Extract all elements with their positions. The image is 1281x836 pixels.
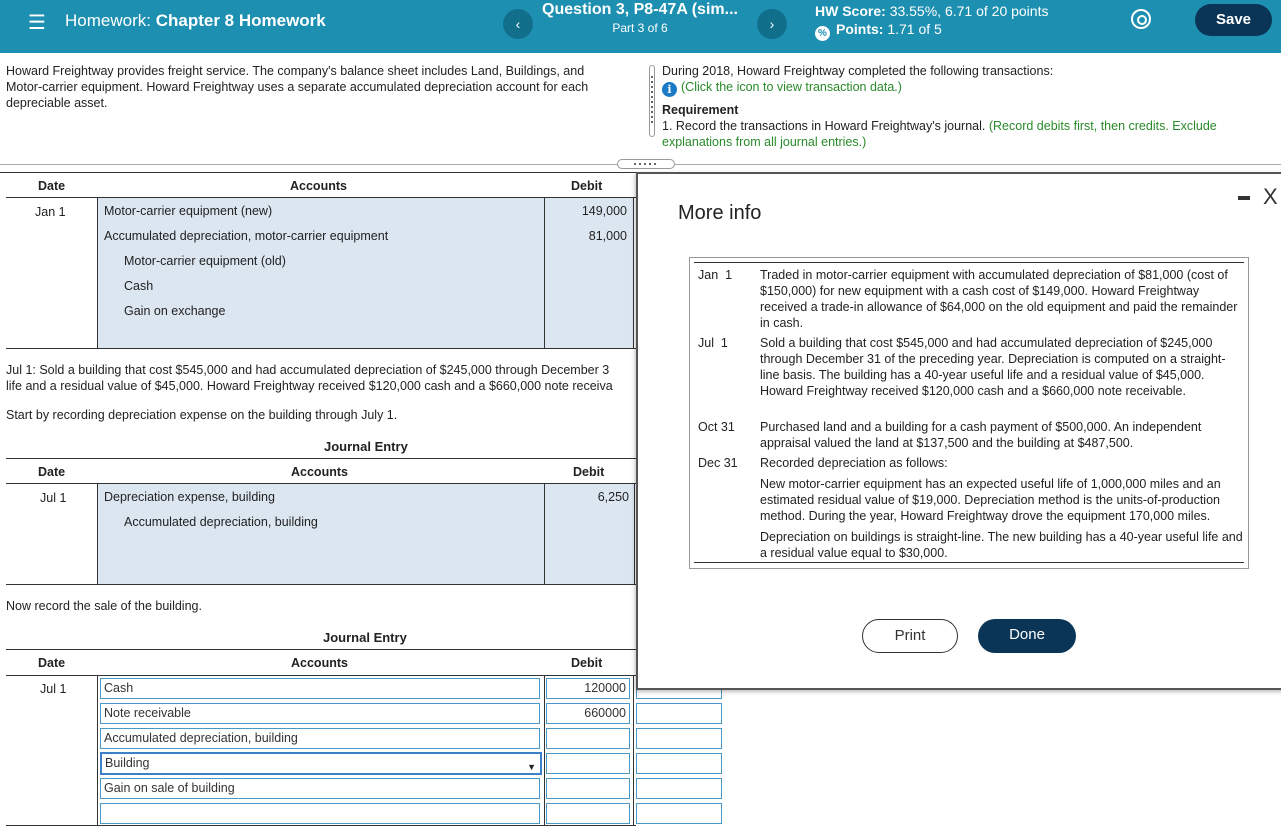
table1-accounts-header: Accounts xyxy=(290,179,347,193)
table2-date: Jul 1 xyxy=(40,491,67,505)
table1-account: Gain on exchange xyxy=(124,304,226,318)
table1-accounts-column xyxy=(98,198,544,348)
transaction-list xyxy=(689,257,1249,569)
account-select[interactable] xyxy=(100,752,542,775)
account-select-value: Building xyxy=(105,756,150,770)
save-button[interactable]: Save xyxy=(1195,4,1272,36)
close-icon[interactable]: X xyxy=(1263,184,1278,209)
table3-accounts-header: Accounts xyxy=(291,656,348,670)
account-input[interactable] xyxy=(100,803,540,824)
table2-accounts-header: Accounts xyxy=(291,465,348,479)
table2-account: Depreciation expense, building xyxy=(104,490,275,504)
transaction-date: Jan 1 xyxy=(698,268,733,282)
table3-divider xyxy=(544,675,545,825)
transaction-text: Traded in motor-carrier equipment with accumulated depreciation of $81,000 (cost of $150,000) for new equipment with a cash cost of $149,000. Howard Freightway received a trade-in allowance of $64,000 on the old equipment and paid the remainder in cash. xyxy=(760,268,1238,330)
table1-top-border xyxy=(0,172,636,173)
box-bottom-line xyxy=(694,562,1244,563)
dialog-title: More info xyxy=(678,202,762,224)
problem-intro: Howard Freightway provides freight service. The company's balance sheet includes Land, Buildings, and Motor-carrier equipment. Howard Freightway uses a separate accumulated depreciation account for each depreciable asset. xyxy=(6,64,589,110)
table2-bottom-line xyxy=(6,584,636,585)
table1-account: Motor-carrier equipment (new) xyxy=(104,204,273,218)
table1-account: Motor-carrier equipment (old) xyxy=(124,254,286,268)
table1-account: Accumulated depreciation, motor-carrier equipment xyxy=(104,229,389,243)
points: % Points: 1.71 of 5 xyxy=(815,21,942,41)
table3-top-border xyxy=(6,649,636,650)
table1-debit: 149,000 xyxy=(581,204,627,218)
table2-account: Accumulated depreciation, building xyxy=(124,515,318,529)
transaction-text: New motor-carrier equipment has an expected useful life of 1,000,000 miles and an estimated residual value of $19,000. Depreciation method is the units-of-production method. During the year, Howard Freightway drove the equipment 170,000 miles. xyxy=(760,477,1221,523)
table2-debit-header: Debit xyxy=(573,465,605,479)
minimize-icon[interactable] xyxy=(1238,196,1250,200)
credit-input[interactable] xyxy=(636,803,722,824)
transaction-text: Recorded depreciation as follows: xyxy=(760,456,948,470)
jul-transaction-line1: Jul 1: Sold a building that cost $545,000 and had accumulated depreciation of $245,000 through December 3 xyxy=(6,363,610,377)
table1-divider xyxy=(633,198,634,349)
debit-input[interactable] xyxy=(546,778,630,799)
account-input[interactable]: Note receivable xyxy=(100,703,540,724)
horizontal-split-handle[interactable] xyxy=(617,159,675,169)
partial-credit-icon: % xyxy=(815,26,830,41)
transaction-text: Depreciation on buildings is straight-line. The new building has a 40-year useful life and a residual value equal to $30,000. xyxy=(760,530,1243,560)
table1-debit-header: Debit xyxy=(571,179,603,193)
table2-debit: 6,250 xyxy=(597,490,629,504)
table3-debit-header: Debit xyxy=(571,656,603,670)
table2-caption: Journal Entry xyxy=(324,439,408,454)
table3-caption: Journal Entry xyxy=(323,630,407,645)
table3-date: Jul 1 xyxy=(40,682,67,696)
transaction-data-link[interactable]: i (Click the icon to view transaction data.) xyxy=(662,79,1262,97)
hw-score: HW Score: 33.55%, 6.71 of 20 points xyxy=(815,3,1049,19)
debit-input[interactable] xyxy=(546,753,630,774)
table1-divider xyxy=(97,198,98,349)
debit-input[interactable]: 120000 xyxy=(546,678,630,699)
previous-question-button[interactable]: ‹ xyxy=(503,9,533,39)
table3-bottom-line xyxy=(6,825,636,826)
problem-requirements: During 2018, Howard Freightway completed the following transactions: i (Click the icon to view transaction data.) Requirement 1. Record the transactions in Howard Freightway's journal. (Record debits first, then credits. Exclude explanations from all journal entries.) xyxy=(662,63,1262,150)
credit-input[interactable] xyxy=(636,703,722,724)
table1-date-header: Date xyxy=(38,179,66,193)
credit-input[interactable] xyxy=(636,778,722,799)
more-info-dialog xyxy=(636,172,1281,690)
debit-input[interactable] xyxy=(546,803,630,824)
table2-top-border xyxy=(6,458,636,459)
debit-input[interactable]: 660000 xyxy=(546,703,630,724)
question-part: Part 3 of 6 xyxy=(612,21,668,35)
table1-bottom-line xyxy=(6,348,636,349)
box-top-line xyxy=(694,262,1244,263)
info-icon[interactable]: i xyxy=(662,82,677,97)
next-question-button[interactable]: › xyxy=(757,9,787,39)
table3-divider xyxy=(97,675,98,825)
table1-debit-column xyxy=(545,198,633,348)
credit-input[interactable] xyxy=(636,753,722,774)
debit-input[interactable] xyxy=(546,728,630,749)
vertical-split-handle[interactable] xyxy=(649,65,655,137)
table2-divider xyxy=(97,484,98,585)
table3-divider xyxy=(633,675,634,825)
homework-title: Homework: Chapter 8 Homework xyxy=(65,11,326,30)
table1-account: Cash xyxy=(124,279,154,293)
transaction-date: Oct 31 xyxy=(698,420,735,434)
print-button[interactable]: Print xyxy=(862,619,958,653)
table1-debit: 81,000 xyxy=(588,229,627,243)
question-title: Question 3, P8-47A (sim... xyxy=(542,1,738,18)
jul-transaction-line2: life and a residual value of $45,000. Howard Freightway received $120,000 cash and a $660,000 note receiva xyxy=(6,379,613,393)
account-input[interactable]: Cash xyxy=(100,678,540,699)
table1-divider xyxy=(544,198,545,349)
transaction-date: Jul 1 xyxy=(698,336,728,350)
transaction-text: Purchased land and a building for a cash payment of $500,000. An independent appraisal valued the land at $137,500 and the building at $487,500. xyxy=(760,420,1202,450)
table3-date-header: Date xyxy=(38,656,66,670)
dropdown-arrow-icon[interactable]: ▼ xyxy=(527,762,536,772)
account-input[interactable]: Gain on sale of building xyxy=(100,778,540,799)
done-button[interactable]: Done xyxy=(978,619,1076,653)
transaction-text: Sold a building that cost $545,000 and had accumulated depreciation of $245,000 through December 31 of the preceding year. Depreciation is computed on a straight-line basis. The building has a 40-year useful life and a residual value of $45,000. Howard Freightway received $120,000 cash and a $660,000 note receivable. xyxy=(760,336,1226,398)
transaction-date: Dec 31 xyxy=(698,456,738,470)
table2-date-header: Date xyxy=(38,465,66,479)
table3-header-line xyxy=(6,675,636,676)
instruction-depreciation: Start by recording depreciation expense on the building through July 1. xyxy=(6,408,398,422)
table2-divider xyxy=(634,484,635,585)
instruction-sale: Now record the sale of the building. xyxy=(6,599,202,613)
account-input[interactable]: Accumulated depreciation, building xyxy=(100,728,540,749)
credit-input[interactable] xyxy=(636,728,722,749)
settings-gear-icon[interactable] xyxy=(1131,9,1151,29)
top-bar xyxy=(0,0,1281,53)
table1-date: Jan 1 xyxy=(35,205,66,219)
hamburger-menu-icon[interactable]: ☰ xyxy=(28,12,46,34)
